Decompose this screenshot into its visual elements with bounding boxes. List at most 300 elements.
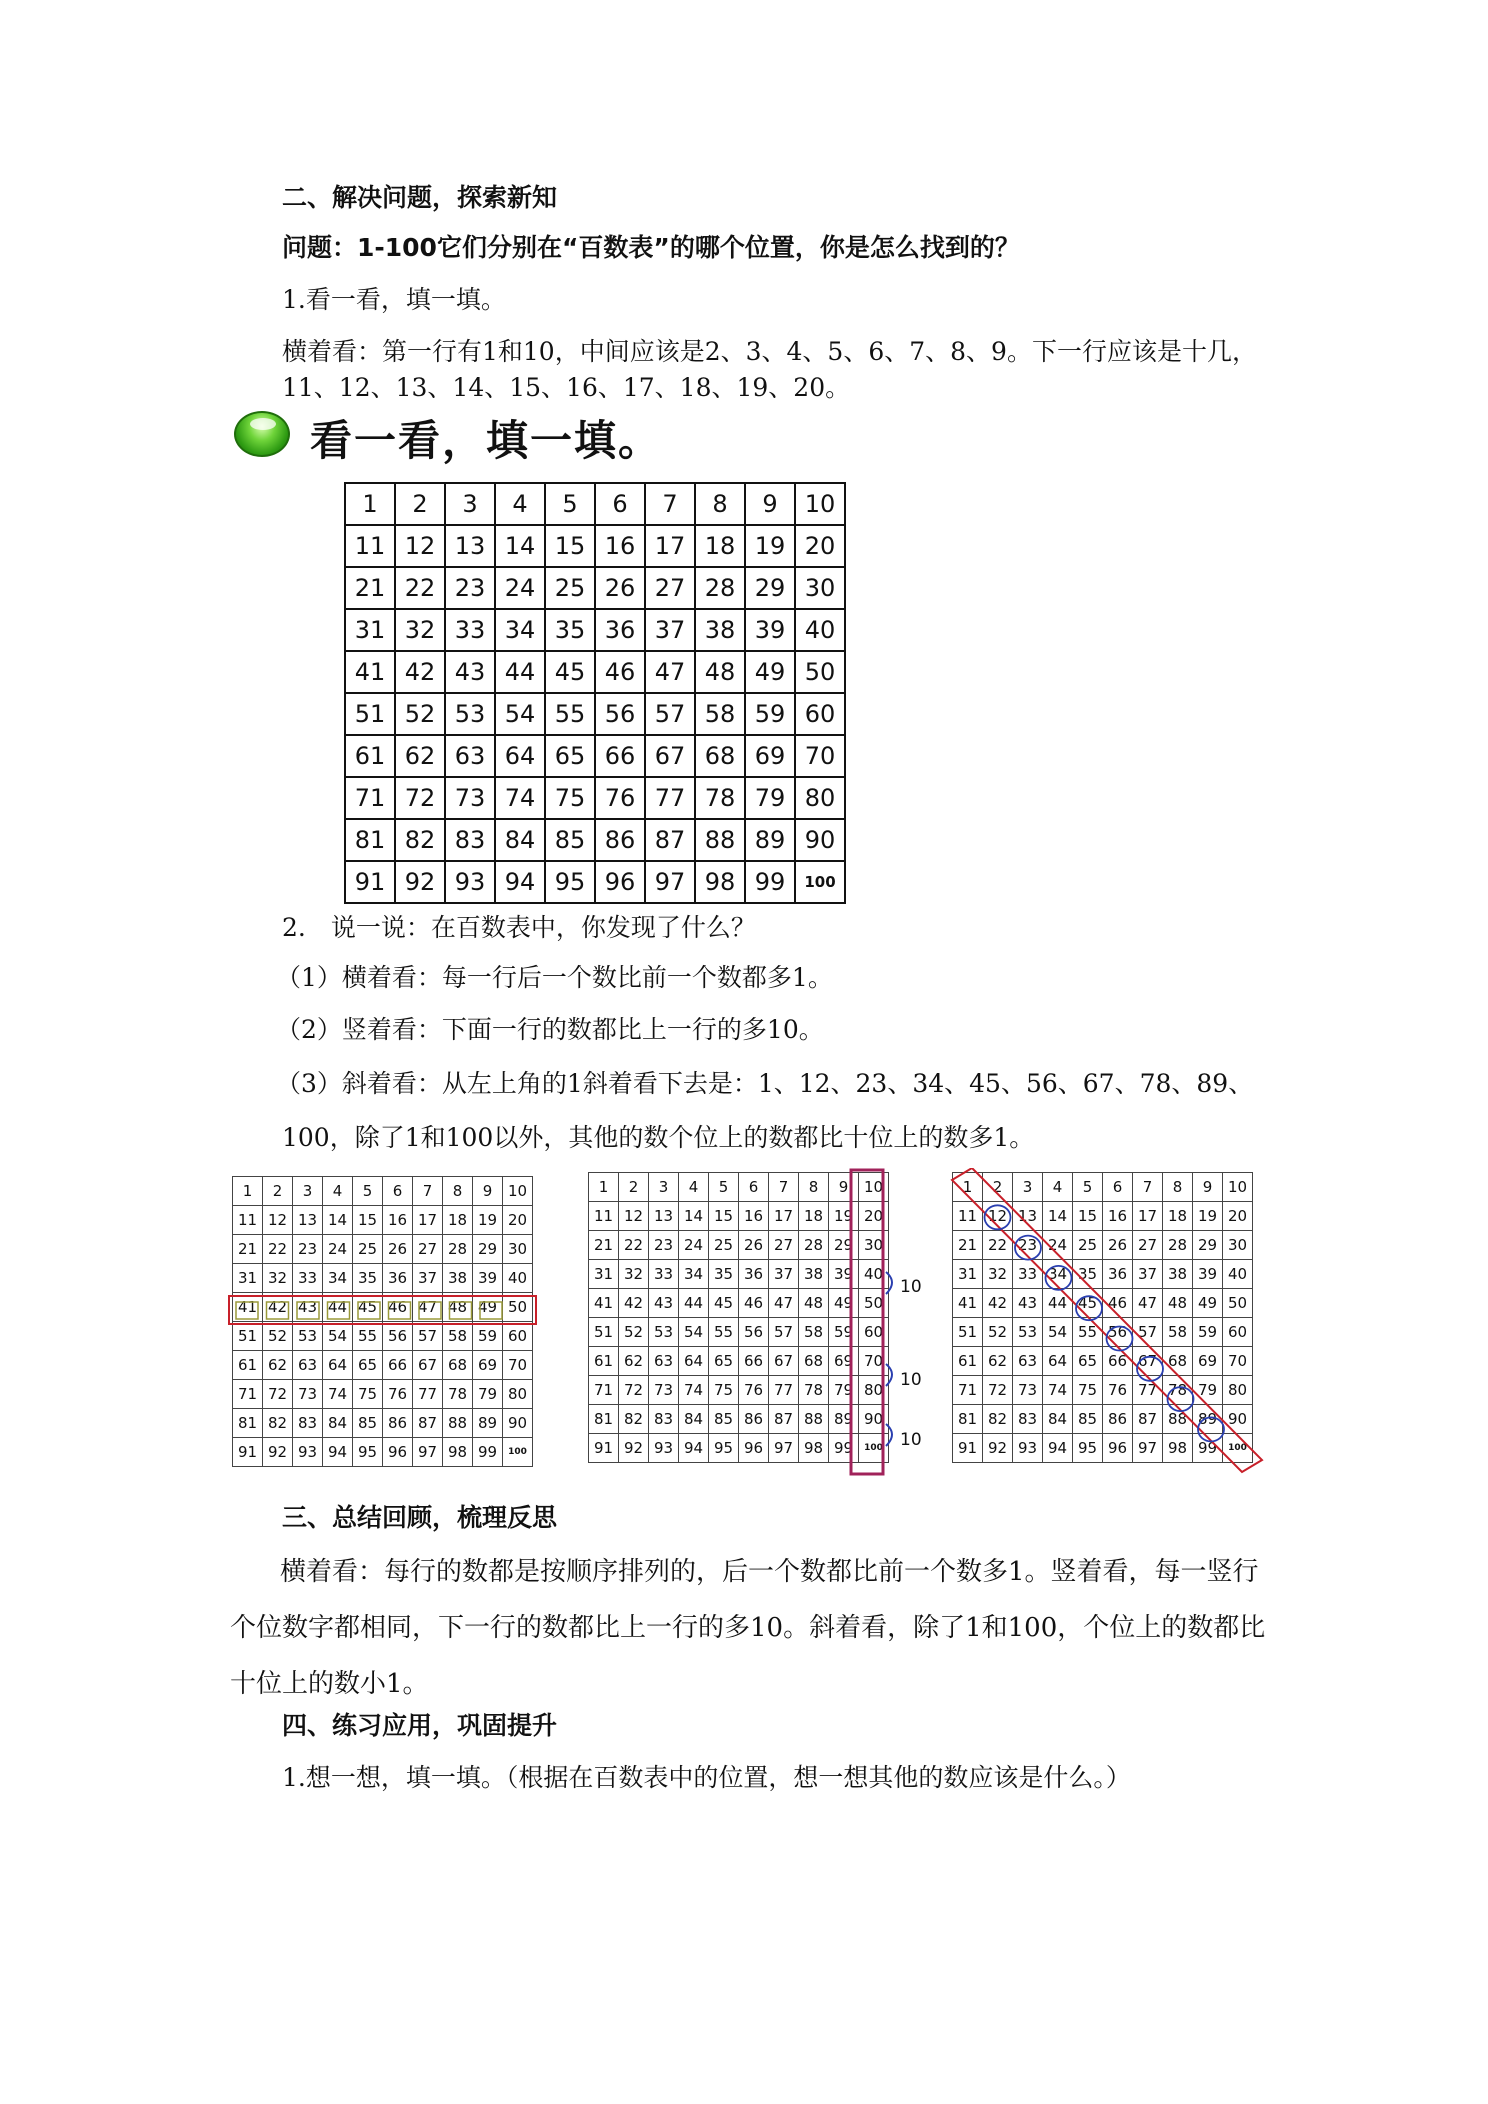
chart-cell: 96: [595, 861, 645, 903]
chart-cell: 2: [395, 483, 445, 525]
chart-cell: 75: [545, 777, 595, 819]
chart-cell: 81: [345, 819, 395, 861]
mini-chart-cell: 79: [1193, 1376, 1223, 1405]
mini-chart-cell: 48: [1163, 1289, 1193, 1318]
mini-chart-cell: 82: [619, 1405, 649, 1434]
mini-chart-cell: 89: [1193, 1405, 1223, 1434]
mini-chart-cell: 96: [739, 1434, 769, 1463]
mini-chart-cell: 94: [679, 1434, 709, 1463]
mini-chart-cell: 29: [829, 1231, 859, 1260]
chart-row: [233, 1235, 533, 1264]
chart-cell: 87: [645, 819, 695, 861]
mini-chart-cell: 55: [353, 1322, 383, 1351]
chart-cell: 59: [745, 693, 795, 735]
mini-chart-cell: 21: [953, 1231, 983, 1260]
chart-cell: 92: [395, 861, 445, 903]
chart-cell: 73: [445, 777, 495, 819]
mini-chart-cell: 63: [1013, 1347, 1043, 1376]
chart-cell: 66: [595, 735, 645, 777]
chart-cell: 22: [395, 567, 445, 609]
mini-chart-cell: 23: [1013, 1231, 1043, 1260]
chart-cell: 48: [695, 651, 745, 693]
mini-chart-diagonal: [952, 1172, 1253, 1463]
chart-cell: 28: [695, 567, 745, 609]
mini-chart-cell: 2: [619, 1173, 649, 1202]
chart-row: [953, 1318, 1253, 1347]
mini-chart-cell: 42: [263, 1293, 293, 1322]
mini-chart-cell: 34: [323, 1264, 353, 1293]
mini-chart-cell: 40: [503, 1264, 533, 1293]
mini-chart-cell: 28: [1163, 1231, 1193, 1260]
mini-chart-cell: 81: [589, 1405, 619, 1434]
mini-chart-cell: 53: [293, 1322, 323, 1351]
chart-row: [345, 777, 845, 819]
chart-cell: 52: [395, 693, 445, 735]
mini-chart-cell: 87: [413, 1409, 443, 1438]
mini-chart-cell: 94: [1043, 1434, 1073, 1463]
chart-cell: 61: [345, 735, 395, 777]
mini-chart-cell: 76: [1103, 1376, 1133, 1405]
mini-chart-cell: 83: [649, 1405, 679, 1434]
mini-chart-cell: 12: [983, 1202, 1013, 1231]
mini-chart-cell: 47: [1133, 1289, 1163, 1318]
mini-chart-cell: 50: [503, 1293, 533, 1322]
chart-cell: 74: [495, 777, 545, 819]
chart-cell: 91: [345, 861, 395, 903]
mini-chart-cell: 44: [323, 1293, 353, 1322]
mini-chart-cell: 18: [443, 1206, 473, 1235]
mini-chart-cell: 26: [383, 1235, 413, 1264]
mini-chart-cell: 3: [1013, 1173, 1043, 1202]
mini-chart-cell: 32: [619, 1260, 649, 1289]
mini-chart-cell: 59: [1193, 1318, 1223, 1347]
mini-chart-cell: 56: [739, 1318, 769, 1347]
mini-chart-cell: 22: [619, 1231, 649, 1260]
mini-chart-cell: 30: [1223, 1231, 1253, 1260]
mini-chart-cell: 18: [1163, 1202, 1193, 1231]
mini-chart-cell: 65: [1073, 1347, 1103, 1376]
mini-chart-cell: 80: [1223, 1376, 1253, 1405]
chart-cell: 99: [745, 861, 795, 903]
mini-chart-cell: 96: [383, 1438, 413, 1467]
mini-chart-cell: 78: [1163, 1376, 1193, 1405]
mini-chart-cell: 97: [1133, 1434, 1163, 1463]
chart-row: [589, 1202, 889, 1231]
mini-chart-cell: 32: [983, 1260, 1013, 1289]
chart-cell: 11: [345, 525, 395, 567]
mini-chart-cell: 85: [353, 1409, 383, 1438]
mini-chart-cell: 74: [323, 1380, 353, 1409]
mini-chart-cell: 68: [443, 1351, 473, 1380]
mini-chart-cell: 41: [589, 1289, 619, 1318]
mini-chart-cell: 56: [383, 1322, 413, 1351]
mini-chart-cell: 67: [413, 1351, 443, 1380]
mini-chart-cell: 79: [829, 1376, 859, 1405]
mini-chart-cell: 4: [323, 1177, 353, 1206]
mini-chart-cell: 16: [739, 1202, 769, 1231]
chart-cell: 12: [395, 525, 445, 567]
mini-chart-cell: 48: [443, 1293, 473, 1322]
mini-chart-cell: 55: [709, 1318, 739, 1347]
mini-chart-cell: 92: [263, 1438, 293, 1467]
chart-row: [589, 1173, 889, 1202]
mini-chart-cell: 20: [1223, 1202, 1253, 1231]
mini-chart-cell: 61: [589, 1347, 619, 1376]
mini-chart-cell: 65: [353, 1351, 383, 1380]
mini-chart-cell: 13: [1013, 1202, 1043, 1231]
mini-chart-cell: 99: [829, 1434, 859, 1463]
mini-chart-cell: 39: [1193, 1260, 1223, 1289]
mini-chart-cell: 91: [589, 1434, 619, 1463]
mini-chart-cell: 84: [323, 1409, 353, 1438]
chart-row: [233, 1177, 533, 1206]
chart-cell: 24: [495, 567, 545, 609]
chart-cell: 78: [695, 777, 745, 819]
mini-chart-cell: 13: [293, 1206, 323, 1235]
mini-chart-cell: 33: [649, 1260, 679, 1289]
chart-row: [345, 861, 845, 903]
mini-chart-cell: 91: [953, 1434, 983, 1463]
mini-chart-cell: 58: [443, 1322, 473, 1351]
chart-cell: 21: [345, 567, 395, 609]
chart-cell: 70: [795, 735, 845, 777]
mini-chart-cell: 46: [383, 1293, 413, 1322]
chart-cell: 63: [445, 735, 495, 777]
mini-chart-cell: 67: [769, 1347, 799, 1376]
mini-chart-cell: 88: [443, 1409, 473, 1438]
mini-chart-cell: 71: [589, 1376, 619, 1405]
mini-chart-cell: 26: [1103, 1231, 1133, 1260]
chart-row: [589, 1318, 889, 1347]
mini-chart-cell: 37: [413, 1264, 443, 1293]
section3-body: 横着看：每行的数都是按顺序排列的，后一个数都比前一个数多1。竖着看，每一竖行个位数字都相同，下一行的数都比上一行的多10。斜着看，除了1和100，个位上的数都比十位上的数小1。: [230, 1557, 1266, 1699]
mini-chart-cell: 42: [983, 1289, 1013, 1318]
mini-chart-cell: 47: [769, 1289, 799, 1318]
mini-chart-cell: 1: [233, 1177, 263, 1206]
mini-chart-cell: 6: [1103, 1173, 1133, 1202]
mini-chart-cell: 40: [859, 1260, 889, 1289]
chart-row: [589, 1376, 889, 1405]
mini-chart-cell: 69: [829, 1347, 859, 1376]
mini-chart-cell: 10: [503, 1177, 533, 1206]
chart-cell: 97: [645, 861, 695, 903]
chart-cell: 7: [645, 483, 695, 525]
mini-chart-cell: 60: [1223, 1318, 1253, 1347]
mini-chart-cell: 31: [589, 1260, 619, 1289]
chart-cell: 50: [795, 651, 845, 693]
chart-cell: 25: [545, 567, 595, 609]
chart-cell: 45: [545, 651, 595, 693]
chart-cell: 4: [495, 483, 545, 525]
chart-cell: 58: [695, 693, 745, 735]
mini-chart-cell: 98: [1163, 1434, 1193, 1463]
chart-row: [589, 1434, 889, 1463]
chart-cell: 68: [695, 735, 745, 777]
mini-chart-cell: 84: [679, 1405, 709, 1434]
chart-cell: 23: [445, 567, 495, 609]
chart-cell: 85: [545, 819, 595, 861]
chart-cell: 10: [795, 483, 845, 525]
mini-chart-cell: 45: [1073, 1289, 1103, 1318]
chart-cell: 72: [395, 777, 445, 819]
chart-row: [345, 609, 845, 651]
chart-cell: 79: [745, 777, 795, 819]
mini-chart-cell: 43: [1013, 1289, 1043, 1318]
mini-chart-cell: 87: [769, 1405, 799, 1434]
mini-chart-cell: 100: [859, 1434, 889, 1463]
mini-chart-cell: 33: [1013, 1260, 1043, 1289]
mini-chart-cell: 74: [679, 1376, 709, 1405]
mini-chart-cell: 70: [1223, 1347, 1253, 1376]
mini-chart-cell: 62: [619, 1347, 649, 1376]
mini-chart-cell: 51: [953, 1318, 983, 1347]
chart-cell: 40: [795, 609, 845, 651]
chart-row: [953, 1376, 1253, 1405]
mini-chart-cell: 9: [829, 1173, 859, 1202]
task1-text: 1.看一看，填一填。: [282, 285, 506, 314]
question-text: 问题：1-100它们分别在“百数表”的哪个位置，你是怎么找到的？: [282, 233, 1020, 262]
chart-row: [233, 1293, 533, 1322]
chart-cell: 34: [495, 609, 545, 651]
horizontal-line1: 横着看：第一行有1和10，中间应该是2、3、4、5、6、7、8、9。下一行应该是十几，: [282, 337, 1257, 366]
mini-chart-cell: 93: [293, 1438, 323, 1467]
mini-chart-cell: 58: [1163, 1318, 1193, 1347]
mini-chart-cell: 8: [443, 1177, 473, 1206]
mini-chart-cell: 10: [859, 1173, 889, 1202]
mini-chart-cell: 20: [859, 1202, 889, 1231]
chart-cell: 38: [695, 609, 745, 651]
chart-cell: 33: [445, 609, 495, 651]
mini-chart-cell: 64: [1043, 1347, 1073, 1376]
chart-cell: 3: [445, 483, 495, 525]
mini-chart-cell: 89: [473, 1409, 503, 1438]
chart-cell: 89: [745, 819, 795, 861]
chart-cell: 57: [645, 693, 695, 735]
chart-cell: 13: [445, 525, 495, 567]
mini-chart-cell: 5: [1073, 1173, 1103, 1202]
mini-chart-cell: 8: [799, 1173, 829, 1202]
chart-row: [953, 1260, 1253, 1289]
mini-chart-cell: 5: [709, 1173, 739, 1202]
mini-chart-cell: 90: [1223, 1405, 1253, 1434]
mini-chart-cell: 9: [1193, 1173, 1223, 1202]
mini-chart-cell: 49: [473, 1293, 503, 1322]
mini-chart-cell: 100: [503, 1438, 533, 1467]
chart-cell: 62: [395, 735, 445, 777]
section4-task1: 1.想一想，填一填。（根据在百数表中的位置，想一想其他的数应该是什么。）: [282, 1763, 1131, 1792]
mini-chart-cell: 68: [799, 1347, 829, 1376]
diff-label: 10: [900, 1430, 922, 1450]
mini-chart-cell: 15: [1073, 1202, 1103, 1231]
hundred-chart: [344, 482, 846, 904]
mini-chart-cell: 16: [1103, 1202, 1133, 1231]
chart-cell: 80: [795, 777, 845, 819]
mini-chart-cell: 80: [503, 1380, 533, 1409]
mini-chart-cell: 45: [709, 1289, 739, 1318]
mini-chart-cell: 7: [769, 1173, 799, 1202]
banner-title: 看一看，填一填。: [310, 416, 663, 465]
mini-chart-cell: 68: [1163, 1347, 1193, 1376]
mini-chart-cell: 4: [679, 1173, 709, 1202]
mini-chart-cell: 36: [739, 1260, 769, 1289]
chart-cell: 18: [695, 525, 745, 567]
chart-row: [345, 567, 845, 609]
mini-chart-cell: 62: [263, 1351, 293, 1380]
horizontal-line2: 11、12、13、14、15、16、17、18、19、20。: [282, 373, 851, 402]
chart-cell: 17: [645, 525, 695, 567]
mini-chart-cell: 76: [739, 1376, 769, 1405]
mini-chart-cell: 24: [679, 1231, 709, 1260]
mini-chart-cell: 85: [709, 1405, 739, 1434]
mini-chart-cell: 7: [413, 1177, 443, 1206]
mini-chart-cell: 19: [1193, 1202, 1223, 1231]
mini-chart-cell: 28: [443, 1235, 473, 1264]
mini-chart-cell: 58: [799, 1318, 829, 1347]
chart-cell: 9: [745, 483, 795, 525]
chart-cell: 42: [395, 651, 445, 693]
discover-title: 2. 说一说：在百数表中，你发现了什么？: [282, 913, 756, 942]
chart-cell: 95: [545, 861, 595, 903]
mini-chart-cell: 52: [263, 1322, 293, 1351]
mini-chart-cell: 27: [413, 1235, 443, 1264]
mini-chart-cell: 14: [323, 1206, 353, 1235]
mini-chart-cell: 83: [293, 1409, 323, 1438]
diff-label: 10: [900, 1370, 922, 1390]
chart-cell: 8: [695, 483, 745, 525]
discover-item3a: （3）斜着看：从左上角的1斜着看下去是：1、12、23、34、45、56、67、78、89、: [276, 1069, 1254, 1098]
mini-chart-cell: 31: [233, 1264, 263, 1293]
mini-chart-cell: 9: [473, 1177, 503, 1206]
mini-chart-cell: 11: [953, 1202, 983, 1231]
chart-cell: 32: [395, 609, 445, 651]
mini-chart-cell: 22: [263, 1235, 293, 1264]
mini-chart-cell: 8: [1163, 1173, 1193, 1202]
chart-cell: 14: [495, 525, 545, 567]
mini-chart-cell: 15: [353, 1206, 383, 1235]
mini-chart-cell: 25: [1073, 1231, 1103, 1260]
chart-row: [589, 1347, 889, 1376]
mini-chart-cell: 4: [1043, 1173, 1073, 1202]
chart-row: [953, 1434, 1253, 1463]
mini-chart-cell: 45: [353, 1293, 383, 1322]
mini-chart-cell: 97: [413, 1438, 443, 1467]
mini-chart-cell: 86: [383, 1409, 413, 1438]
mini-chart-cell: 26: [739, 1231, 769, 1260]
chart-cell: 16: [595, 525, 645, 567]
chart-cell: 77: [645, 777, 695, 819]
chart-row: [345, 819, 845, 861]
chart-cell: 67: [645, 735, 695, 777]
mini-chart-cell: 30: [859, 1231, 889, 1260]
mini-chart-cell: 66: [739, 1347, 769, 1376]
section3-heading: 三、总结回顾，梳理反思: [282, 1503, 558, 1532]
mini-chart-cell: 77: [1133, 1376, 1163, 1405]
chart-cell: 6: [595, 483, 645, 525]
mini-chart-cell: 69: [1193, 1347, 1223, 1376]
mini-chart-cell: 7: [1133, 1173, 1163, 1202]
discover-item3b: 100，除了1和100以外，其他的数个位上的数都比十位上的数多1。: [282, 1123, 1035, 1152]
mini-chart-cell: 35: [1073, 1260, 1103, 1289]
chart-row: [233, 1438, 533, 1467]
chart-row: [345, 693, 845, 735]
mini-chart-cell: 69: [473, 1351, 503, 1380]
mini-chart-cell: 35: [709, 1260, 739, 1289]
mini-chart-cell: 63: [293, 1351, 323, 1380]
chart-row: [953, 1289, 1253, 1318]
mini-chart-cell: 31: [953, 1260, 983, 1289]
mini-chart-cell: 51: [589, 1318, 619, 1347]
mini-chart-cell: 61: [953, 1347, 983, 1376]
mini-chart-cell: 99: [1193, 1434, 1223, 1463]
mini-chart-cell: 99: [473, 1438, 503, 1467]
mini-chart-cell: 93: [1013, 1434, 1043, 1463]
mini-chart-cell: 36: [383, 1264, 413, 1293]
chart-cell: 35: [545, 609, 595, 651]
section4-heading: 四、练习应用，巩固提升: [282, 1711, 558, 1740]
mini-chart-cell: 55: [1073, 1318, 1103, 1347]
chart-row: [345, 525, 845, 567]
mini-chart-cell: 39: [829, 1260, 859, 1289]
chart-cell: 36: [595, 609, 645, 651]
mini-chart-cell: 92: [619, 1434, 649, 1463]
mini-chart-cell: 67: [1133, 1347, 1163, 1376]
mini-chart-cell: 66: [383, 1351, 413, 1380]
mini-chart-cell: 17: [1133, 1202, 1163, 1231]
mini-chart-cell: 73: [1013, 1376, 1043, 1405]
chart-row: [233, 1351, 533, 1380]
mini-chart-cell: 91: [233, 1438, 263, 1467]
chart-cell: 76: [595, 777, 645, 819]
mini-chart-cell: 56: [1103, 1318, 1133, 1347]
mini-chart-cell: 37: [1133, 1260, 1163, 1289]
mini-chart-cell: 98: [799, 1434, 829, 1463]
mini-chart-cell: 5: [353, 1177, 383, 1206]
mini-chart-cell: 43: [649, 1289, 679, 1318]
chart-row: [589, 1405, 889, 1434]
chart-cell: 43: [445, 651, 495, 693]
mini-chart-cell: 84: [1043, 1405, 1073, 1434]
chart-cell: 94: [495, 861, 545, 903]
mini-chart-cell: 60: [859, 1318, 889, 1347]
chart-cell: 37: [645, 609, 695, 651]
mini-chart-cell: 57: [413, 1322, 443, 1351]
mini-chart-cell: 39: [473, 1264, 503, 1293]
chart-row: [345, 651, 845, 693]
mini-chart-cell: 82: [983, 1405, 1013, 1434]
mini-chart-cell: 23: [293, 1235, 323, 1264]
mini-chart-cell: 95: [353, 1438, 383, 1467]
chart-row: [233, 1206, 533, 1235]
mini-chart-cell: 61: [233, 1351, 263, 1380]
chart-cell: 90: [795, 819, 845, 861]
chart-row: [233, 1380, 533, 1409]
chart-cell: 47: [645, 651, 695, 693]
mini-chart-cell: 78: [443, 1380, 473, 1409]
mini-chart-cell: 80: [859, 1376, 889, 1405]
mini-chart-cell: 2: [983, 1173, 1013, 1202]
mini-chart-cell: 2: [263, 1177, 293, 1206]
chart-cell: 82: [395, 819, 445, 861]
mini-chart-cell: 94: [323, 1438, 353, 1467]
mini-chart-cell: 54: [679, 1318, 709, 1347]
mini-chart-cell: 37: [769, 1260, 799, 1289]
mini-chart-cell: 81: [233, 1409, 263, 1438]
chart-cell: 88: [695, 819, 745, 861]
mini-chart-cell: 14: [1043, 1202, 1073, 1231]
chart-cell: 65: [545, 735, 595, 777]
chart-row: [589, 1260, 889, 1289]
mini-chart-cell: 59: [829, 1318, 859, 1347]
